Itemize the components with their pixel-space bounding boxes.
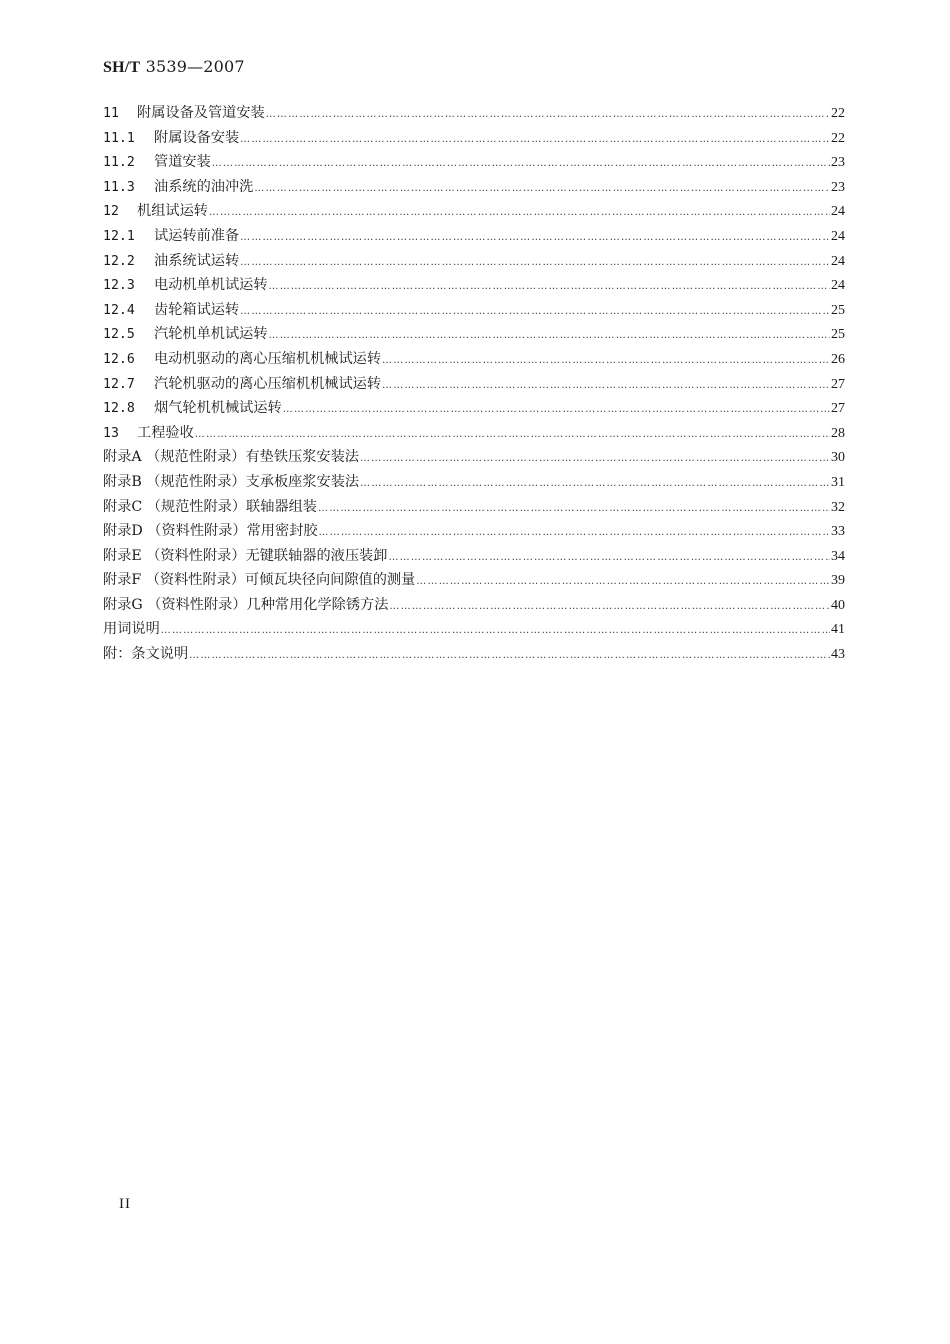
- toc-entry-title: 附录B （规范性附录）支承板座浆安装法: [103, 473, 360, 490]
- table-of-contents: [103, 101, 845, 667]
- toc-entry[interactable]: [103, 322, 845, 347]
- toc-entry-title: 附属设备安装: [154, 129, 240, 146]
- toc-dot-leader: [240, 226, 830, 251]
- toc-dot-leader: [240, 251, 830, 276]
- toc-entry[interactable]: [103, 224, 845, 249]
- toc-dot-leader: [318, 497, 830, 522]
- toc-entry-page: 30: [831, 450, 845, 466]
- toc-entry-page: 25: [831, 302, 845, 318]
- toc-entry-page: 41: [831, 622, 845, 638]
- toc-entry-number: 12.2: [103, 253, 135, 269]
- toc-dot-leader: [212, 152, 830, 177]
- toc-entry-page: 24: [831, 278, 845, 294]
- toc-entry[interactable]: [103, 519, 845, 544]
- toc-entry-title: 油系统试运转: [154, 252, 240, 269]
- toc-entry-number: 12.5: [103, 327, 135, 343]
- toc-entry-title: 附录G （资料性附录）几种常用化学除锈方法: [103, 596, 389, 613]
- toc-entry-title: 附录C （规范性附录）联轴器组装: [103, 498, 317, 515]
- toc-entry-number: 13: [103, 425, 119, 441]
- toc-dot-leader: [382, 374, 830, 399]
- toc-entry-number: 12.6: [103, 351, 135, 367]
- toc-entry[interactable]: [103, 372, 845, 397]
- toc-entry-number: 11.2: [103, 155, 135, 171]
- toc-dot-leader: [283, 398, 830, 423]
- toc-entry-number: 12.8: [103, 401, 135, 417]
- page-number: II: [119, 1196, 131, 1212]
- toc-entry-title: 附属设备及管道安装: [137, 105, 265, 121]
- toc-entry-page: 33: [831, 524, 845, 540]
- toc-entry-title: 工程验收: [137, 424, 194, 441]
- toc-entry-number: 11: [103, 106, 119, 121]
- toc-entry-title: 附录A （规范性附录）有垫铁压浆安装法: [103, 449, 359, 466]
- toc-dot-leader: [416, 570, 830, 595]
- toc-entry[interactable]: [103, 544, 845, 569]
- toc-entry-number: 12.3: [103, 278, 135, 294]
- standard-code: SH/T: [103, 59, 141, 76]
- standard-number: 3539—2007: [145, 57, 245, 76]
- toc-dot-leader: [209, 201, 830, 226]
- toc-entry-page: 22: [831, 130, 845, 146]
- toc-entry[interactable]: [103, 199, 845, 224]
- toc-entry-page: 34: [831, 548, 845, 564]
- toc-dot-leader: [195, 423, 830, 448]
- toc-entry[interactable]: [103, 421, 845, 446]
- toc-dot-leader: [161, 619, 830, 644]
- toc-entry-page: 31: [831, 474, 845, 490]
- toc-entry[interactable]: [103, 175, 845, 200]
- toc-entry-page: 27: [831, 376, 845, 392]
- toc-entry-title: 附录D （资料性附录）常用密封胶: [103, 523, 318, 540]
- toc-entry[interactable]: [103, 298, 845, 323]
- toc-dot-leader: [360, 447, 830, 472]
- toc-dot-leader: [382, 349, 830, 374]
- toc-entry-title: 附录E （资料性附录）无键联轴器的液压装卸: [103, 547, 388, 564]
- toc-dot-leader: [254, 177, 830, 202]
- toc-entry-page: 24: [831, 253, 845, 269]
- toc-entry-title: 烟气轮机机械试运转: [154, 400, 282, 417]
- toc-entry[interactable]: [103, 396, 845, 421]
- toc-entry-number: 12.1: [103, 228, 135, 244]
- toc-entry[interactable]: [103, 642, 845, 667]
- toc-entry-page: 32: [831, 499, 845, 515]
- toc-entry-page: 27: [831, 401, 845, 417]
- toc-entry-number: 12: [103, 204, 119, 220]
- toc-entry[interactable]: [103, 568, 845, 593]
- toc-entry[interactable]: [103, 150, 845, 175]
- toc-dot-leader: [388, 546, 830, 571]
- toc-entry[interactable]: [103, 470, 845, 495]
- toc-entry-title: 电动机驱动的离心压缩机机械试运转: [154, 350, 382, 367]
- toc-entry-title: 用词说明: [103, 621, 160, 638]
- toc-entry-title: 油系统的油冲洗: [154, 178, 254, 195]
- toc-dot-leader: [266, 103, 830, 128]
- toc-entry-title: 齿轮箱试运转: [154, 301, 240, 318]
- toc-entry[interactable]: [103, 593, 845, 618]
- toc-entry-number: 11.3: [103, 179, 135, 195]
- toc-dot-leader: [240, 300, 830, 325]
- toc-entry-page: 23: [831, 179, 845, 195]
- toc-entry-title: 机组试运转: [137, 203, 208, 220]
- toc-dot-leader: [240, 128, 830, 153]
- toc-entry-title: 汽轮机单机试运转: [154, 326, 268, 343]
- toc-entry-number: 12.7: [103, 376, 135, 392]
- toc-entry[interactable]: [103, 273, 845, 298]
- toc-dot-leader: [389, 595, 830, 620]
- toc-entry-page: 40: [831, 597, 845, 613]
- toc-dot-leader: [269, 275, 830, 300]
- toc-entry-page: 24: [831, 204, 845, 220]
- toc-entry-number: 12.4: [103, 302, 135, 318]
- toc-entry-page: 43: [831, 647, 845, 663]
- toc-entry[interactable]: [103, 101, 845, 126]
- toc-entry-page: 22: [831, 106, 845, 121]
- toc-entry[interactable]: [103, 347, 845, 372]
- toc-dot-leader: [319, 521, 830, 546]
- toc-entry-title: 附：条文说明: [103, 646, 189, 663]
- page-header: [103, 57, 245, 77]
- toc-entry[interactable]: [103, 495, 845, 520]
- toc-entry-page: 39: [831, 573, 845, 589]
- toc-entry-number: 11.1: [103, 130, 135, 146]
- toc-entry-title: 附录F （资料性附录）可倾瓦块径向间隙值的测量: [103, 572, 416, 589]
- toc-entry[interactable]: [103, 445, 845, 470]
- toc-entry[interactable]: [103, 126, 845, 151]
- toc-dot-leader: [360, 472, 830, 497]
- toc-entry[interactable]: [103, 617, 845, 642]
- toc-entry-page: 25: [831, 327, 845, 343]
- toc-entry-page: 26: [831, 351, 845, 367]
- toc-entry[interactable]: [103, 249, 845, 274]
- toc-entry-title: 管道安装: [154, 154, 211, 171]
- toc-entry-title: 电动机单机试运转: [154, 277, 268, 294]
- toc-entry-title: 汽轮机驱动的离心压缩机机械试运转: [154, 375, 382, 392]
- toc-entry-page: 28: [831, 425, 845, 441]
- toc-entry-page: 24: [831, 228, 845, 244]
- toc-entry-page: 23: [831, 155, 845, 171]
- toc-dot-leader: [189, 644, 830, 669]
- toc-entry-title: 试运转前准备: [154, 227, 240, 244]
- toc-dot-leader: [269, 324, 830, 349]
